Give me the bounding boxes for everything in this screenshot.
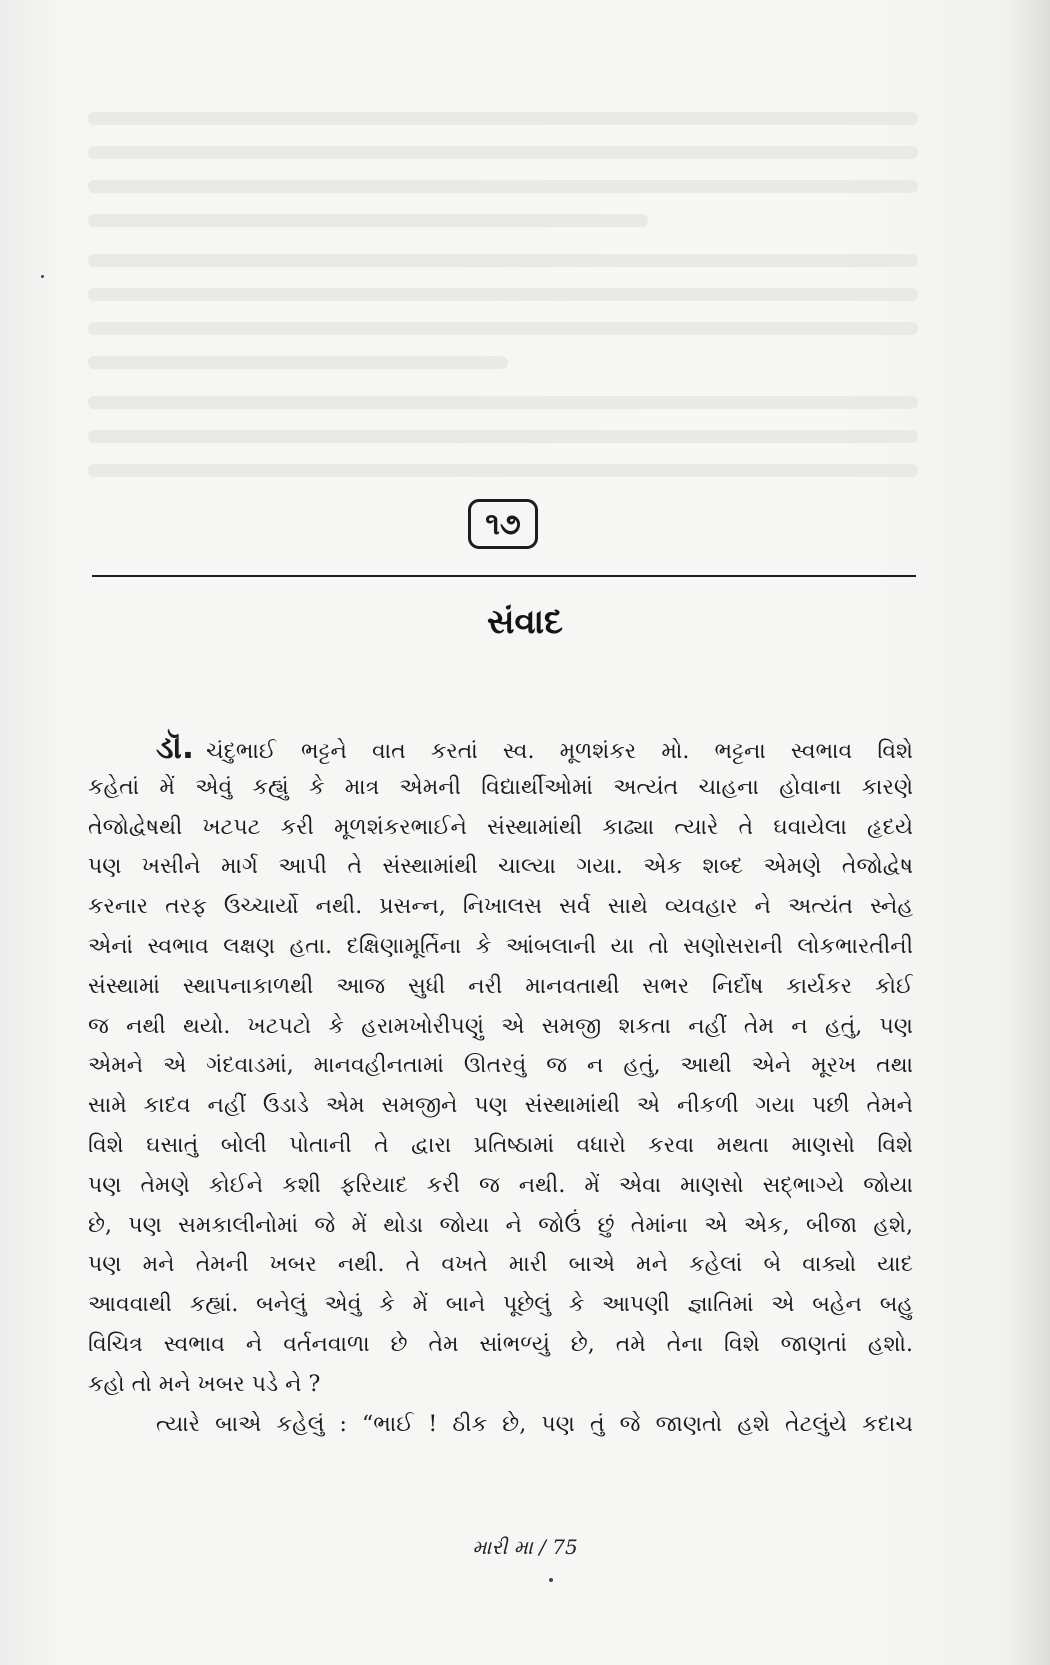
text-line: પણ તેમણે કોઈને કશી ફરિયાદ કરી જ નથી. મેં એવા માણસો સદ્‌ભાગ્યે જોયા <box>88 1172 913 1198</box>
text-line: સામે કાદવ નહીં ઉડાડે એમ સમજીને પણ સંસ્થામાંથી એ નીકળી ગયા પછી તેમને <box>88 1093 913 1119</box>
text-line: વિશે ઘસાતું બોલી પોતાની તે દ્વારા પ્રતિષ્ઠામાં વધારો કરવા મથતા માણસો વિશે <box>88 1132 913 1158</box>
text-line: સંસ્થામાં સ્થાપનાકાળથી આજ સુધી નરી માનવતાથી સભર નિર્દોષ કાર્યકર કોઈ <box>88 973 913 999</box>
drop-cap: ડૉ. <box>156 728 194 766</box>
text-line: પણ ખસીને માર્ગ આપી તે સંસ્થામાંથી ચાલ્યા ગયા. એક શબ્દ એમણે તેજોદ્વેષ <box>88 854 913 880</box>
show-through-line <box>88 356 508 369</box>
text-line: વિચિત્ર સ્વભાવ ને વર્તનવાળા છે તેમ સાંભળ્યું છે, તમે તેના વિશે જાણતાં હશો. <box>88 1331 913 1357</box>
text-line: કહેતાં મેં એવું કહ્યું કે માત્ર એમની વિદ્યાર્થીઓમાં અત્યંત ચાહના હોવાના કારણે <box>88 774 913 800</box>
body-text <box>88 728 913 1444</box>
show-through-line <box>88 214 648 227</box>
text-line: એનાં સ્વભાવ લક્ષણ હતા. દક્ષિણામૂર્તિના કે આંબલાની યા તો સણોસરાની લોકભારતીની <box>88 933 913 959</box>
text-line: એમને એ ગંદવાડમાં, માનવહીનતામાં ઊતરવું જ ન હતું, આથી એને મૂરખ તથા <box>88 1053 913 1079</box>
paper-speck <box>41 275 44 278</box>
paper-speck <box>549 1578 553 1582</box>
text-line: પણ મને તેમની ખબર નથી. તે વખતે મારી બાએ મને કહેલાં બે વાક્યો યાદ <box>88 1252 913 1278</box>
show-through-line <box>88 464 918 477</box>
show-through-line <box>88 180 918 193</box>
text-line: કરનાર તરફ ઉચ્ચાર્યો નથી. પ્રસન્ન, નિખાલસ સર્વ સાથે વ્યવહાર ને અત્યંત સ્નેહ <box>88 894 913 920</box>
show-through-line <box>88 322 918 335</box>
show-through-line <box>88 288 918 301</box>
text-line: કહો તો મને ખબર પડે ને ? <box>88 1371 321 1397</box>
text-line <box>88 728 913 768</box>
show-through-line <box>88 396 918 409</box>
chapter-number: ૧૭ <box>468 499 538 549</box>
chapter-title: સંવાદ <box>486 602 564 642</box>
running-footer: મારી મા / 75 <box>472 1535 578 1559</box>
chapter-divider <box>92 575 916 577</box>
text-line: આવવાથી કહ્યાં. બનેલું એવું કે મેં બાને પૂછેલું કે આપણી જ્ઞાતિમાં એ બહેન બહુ <box>88 1292 913 1318</box>
text-line: તેજોદ્વેષથી ખટપટ કરી મૂળશંકરભાઈને સંસ્થામાંથી કાઢ્યા ત્યારે તે ઘવાયેલા હૃદયે <box>88 814 913 840</box>
show-through-line <box>88 254 918 267</box>
show-through-line <box>88 146 918 159</box>
show-through-line <box>88 112 918 125</box>
text-line: ત્યારે બાએ કહેલું : “ભાઈ ! ઠીક છે, પણ તું જે જાણતો હશે તેટલુંયે કદાચ <box>156 1411 913 1437</box>
text-line: જ નથી થયો. ખટપટો કે હરામખોરીપણું એ સમજી શકતા નહીં તેમ ન હતું, પણ <box>88 1013 913 1039</box>
text-line: છે, પણ સમકાલીનોમાં જે મેં થોડા જોયા ને જોઉં છું તેમાંના એ એક, બીજા હશે, <box>88 1212 913 1238</box>
text-line-content: ચંદુભાઈ ભટ્ટને વાત કરતાં સ્વ. મૂળશંકર મો. ભટ્ટના સ્વભાવ વિશે <box>205 739 913 764</box>
show-through-line <box>88 430 918 443</box>
